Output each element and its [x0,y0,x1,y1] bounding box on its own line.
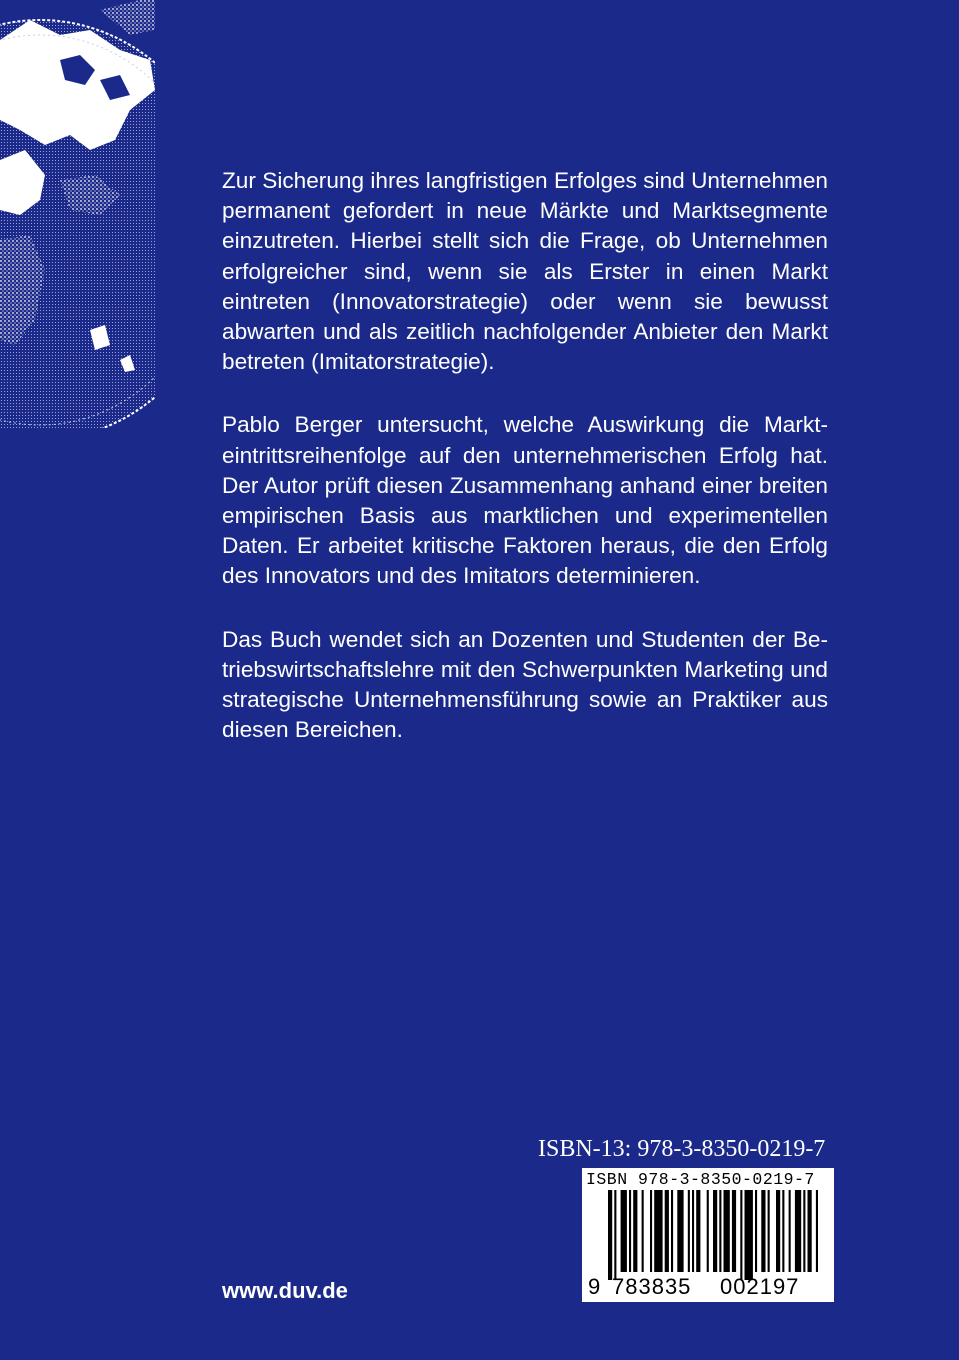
blurb-text [222,166,828,778]
barcode-digits-left: 783835 [612,1274,692,1299]
barcode-digit-first: 9 [588,1274,601,1299]
barcode-isbn-text: ISBN 978-3-8350-0219-7 [586,1170,815,1189]
isbn-label: ISBN-13: 978-3-8350-0219-7 [538,1136,826,1162]
blurb-paragraph: Das Buch wendet sich an Dozenten und Studenten der Betriebswirtschaftslehre mit den Schwerpunkten Marketing und strategische Unternehmensführung sowie an Praktiker aus diesen Bereichen. [222,626,828,743]
globe-illustration [0,0,155,428]
blurb-paragraph: Zur Sicherung ihres langfristigen Erfolges sind Unternehmen permanent gefordert in neue Märkte und Marktsegmente einzutreten. Hierbei stellt sich die Frage, ob Unternehmen erfolgreicher sind, wenn sie als Erster in einen Markt eintreten (Innovatorstrategie) oder wenn sie bewusst abwarten und als zeitlich nachfolgender Anbieter den Markt betreten (Imitatorstrategie). [222,168,828,375]
barcode [582,1168,834,1302]
publisher-website: www.duv.de [222,1278,348,1303]
blurb-paragraph: Pablo Berger untersucht, welche Auswirkung die Markteintrittsreihenfolge auf den unternehmerischen Erfolg hat. Der Autor prüft diesen Zusammenhang anhand einer breiten empirischen Basis aus marktlichen und experimentellen Daten. Er arbeitet kritische Faktoren heraus, die den Erfolg des Innovators und des Imitators determinieren. [222,412,828,589]
barcode-digits-right: 002197 [720,1274,800,1299]
barcode-icon [586,1190,830,1280]
